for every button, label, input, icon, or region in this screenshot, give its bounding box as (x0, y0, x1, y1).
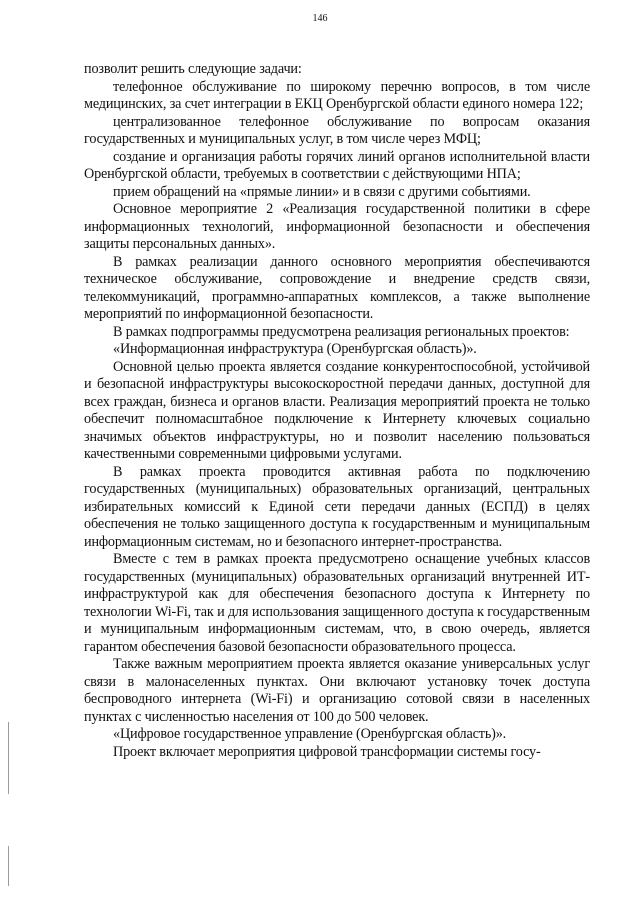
paragraph: прием обращений на «прямые линии» и в связи с другими событиями. (113, 183, 531, 200)
body-text (84, 61, 590, 761)
page-number: 146 (312, 13, 328, 24)
paragraph: В рамках подпрограммы предусмотрена реализация региональных проектов: (113, 323, 570, 340)
paragraph: Также важным мероприятием проекта является оказание универсальных услуг связи в малонаселенных пунктах. Они включают установку точек доступа беспроводного интернета (Wi-Fi) и организацию сотовой связи в населенных пунктах с численностью населения от 100 до 500 человек. (84, 656, 590, 725)
paragraph: Проект включает мероприятия цифровой трансформации системы госу- (113, 743, 541, 760)
paragraph: «Информационная инфраструктура (Оренбургская область)». (113, 341, 477, 357)
paragraph: Основной целью проекта является создание конкурентоспособной, устойчивой и безопасной инфраструктуры высокоскоростной передачи данных, доступной для всех граждан, бизнеса и органов власти. Реализация мероприятий проекта не только обеспечит полномасштабное подключение к Интернету ключевых социально значимых объектов инфраструктуры, но и позволит населению пользоваться качественными современными цифровыми услугами. (84, 358, 590, 462)
paragraph: В рамках реализации данного основного мероприятия обеспечиваются техническое обслуживание, сопровождение и внедрение средств связи, телекоммуникаций, программно-аппаратных комплексов, а также выполнение мероприятий по информационной безопасности. (84, 253, 590, 322)
scan-artifact-line (8, 846, 9, 886)
paragraph: «Цифровое государственное управление (Оренбургская область)». (113, 726, 507, 742)
paragraph: Основное мероприятие 2 «Реализация государственной политики в сфере информационных технологий, информационной безопасности и обеспечения защиты персональных данных». (84, 201, 590, 252)
paragraph: позволит решить следующие задачи: (84, 61, 302, 77)
paragraph: создание и организация работы горячих линий органов исполнительной власти Оренбургской области, требуемых в соответствии с действующими НПА; (84, 148, 590, 182)
scan-artifact-line (8, 722, 9, 794)
paragraph: централизованное телефонное обслуживание по вопросам оказания государственных и муниципальных услуг, в том числе через МФЦ; (84, 113, 590, 147)
paragraph: Вместе с тем в рамках проекта предусмотрено оснащение учебных классов государственных (муниципальных) образовательных организаций внутренней ИТ-инфраструктурой как для обеспечения безопасного доступа к Интернету по технологии Wi-Fi, так и для использования защищенного доступа к государственным и муниципальным информационным системам, что, в свою очередь, является гарантом обеспечения базовой безопасности образовательного процесса. (84, 551, 590, 655)
paragraph: телефонное обслуживание по широкому перечню вопросов, в том числе медицинских, за счет интеграции в ЕКЦ Оренбургской области единого номера 122; (84, 78, 590, 112)
paragraph: В рамках проекта проводится активная работа по подключению государственных (муниципальных) образовательных организаций, центральных избирательных комиссий к Единой сети передачи данных (ЕСПД) в целях обеспечения не только защищенного доступа к государственным и муниципальным информационным системам, но и безопасного интернет-пространства. (84, 463, 590, 550)
